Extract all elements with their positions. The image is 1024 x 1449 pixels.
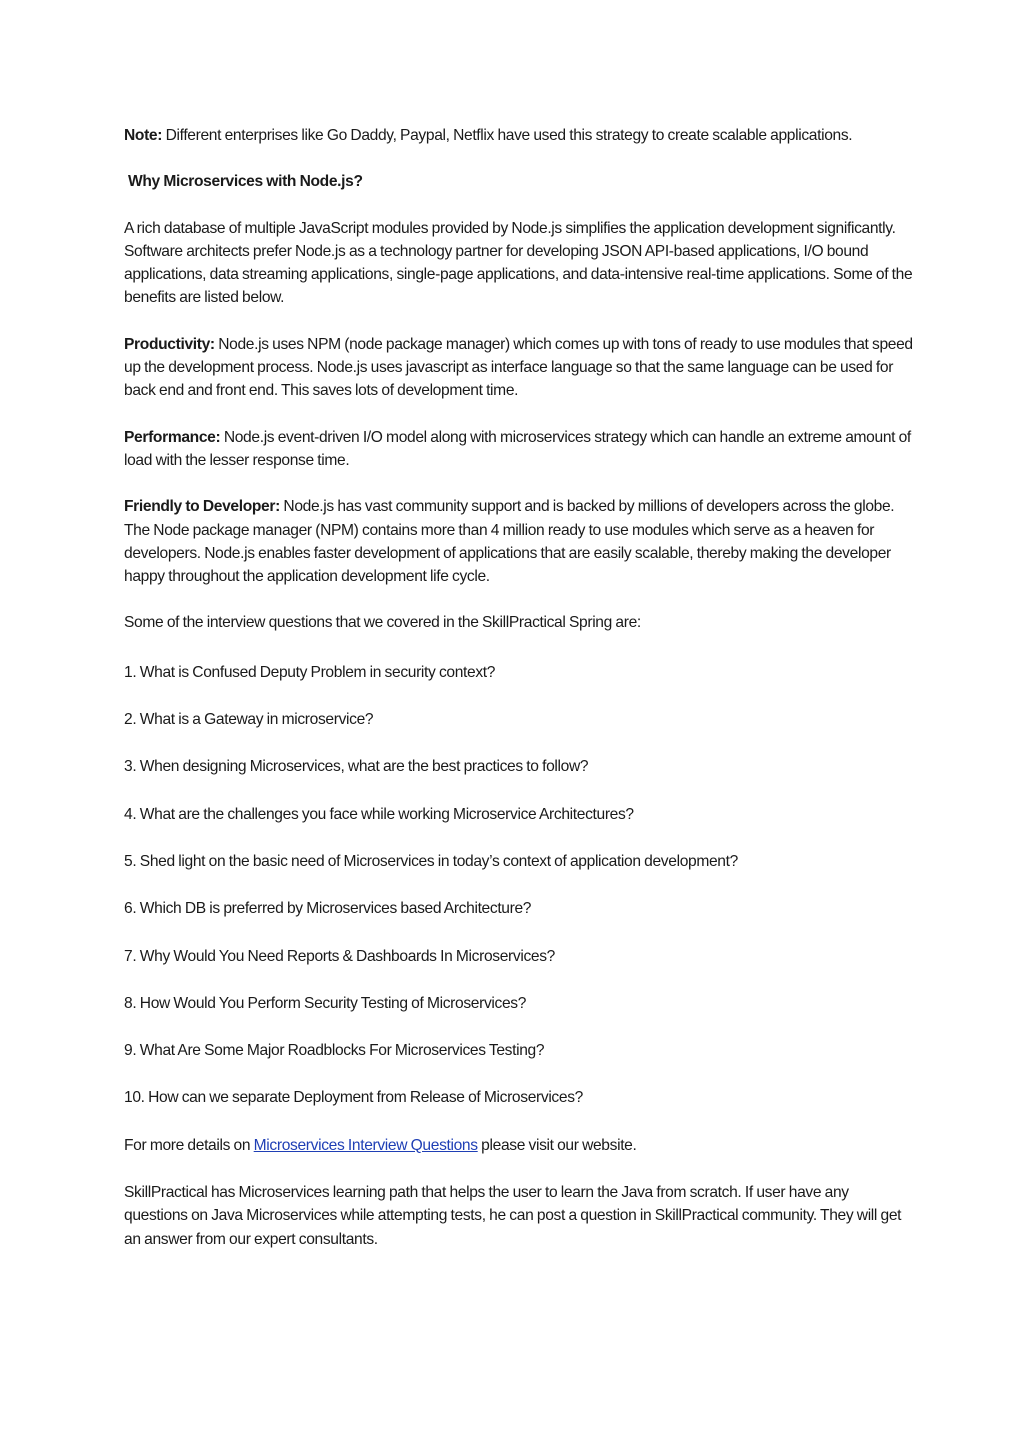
more-prefix: For more details on <box>124 1136 254 1154</box>
benefit-text: Node.js uses NPM (node package manager) which comes up with tons of ready to use modules that speed up the development process. Node.js uses javascript as interface language so that the same language can be used for back end and front end. This saves lots of development time. <box>124 335 913 400</box>
benefit-text: Node.js has vast community support and is backed by millions of developers across the globe. The Node package manager (NPM) contains more than 4 million ready to use modules which serve as a heaven for developers. Node.js enables faster development of applications that are easily scalable, thereby making the developer happy throughout the application development life cycle. <box>124 498 895 586</box>
question-item: 3. When designing Microservices, what are the best practices to follow? <box>124 758 589 776</box>
question-item: 10. How can we separate Deployment from Release of Microservices? <box>124 1089 583 1107</box>
benefit-label: Friendly to Developer: <box>124 498 280 516</box>
question-item: 7. Why Would You Need Reports & Dashboards In Microservices? <box>124 947 555 965</box>
benefit-performance <box>124 426 914 473</box>
intro-paragraph: A rich database of multiple JavaScript modules provided by Node.js simplifies the application development significantly. Software architects prefer Node.js as a technology partner for developing JSON API-based applications, I/O bound applications, data streaming applications, single-page applications, and data-intensive real-time applications. Some of the benefits are listed below. <box>124 219 913 307</box>
questions-intro: Some of the interview questions that we covered in the SkillPractical Spring are: <box>124 614 641 632</box>
question-list <box>124 661 914 1110</box>
closing-paragraph: SkillPractical has Microservices learning path that helps the user to learn the Java from scratch. If user have any questions on Java Microservices while attempting tests, he can post a question in SkillPractical community. They will get an answer from our expert consultants. <box>124 1184 902 1248</box>
note-label: Note: <box>124 127 163 144</box>
question-item: 8. How Would You Perform Security Testing of Microservices? <box>124 994 527 1012</box>
question-item: 6. Which DB is preferred by Microservices based Architecture? <box>124 900 532 918</box>
benefit-label: Performance: <box>124 428 221 446</box>
benefit-label: Productivity: <box>124 335 215 353</box>
question-item: 5. Shed light on the basic need of Microservices in today’s context of application development? <box>124 852 738 870</box>
document-page <box>124 124 914 1251</box>
question-item: 4. What are the challenges you face while working Microservice Architectures? <box>124 805 634 823</box>
note-text: Different enterprises like Go Daddy, Paypal, Netflix have used this strategy to create scalable applications. <box>162 127 853 144</box>
microservices-interview-questions-link[interactable]: Microservices Interview Questions <box>253 1136 478 1154</box>
more-suffix: please visit our website. <box>477 1136 637 1154</box>
benefit-productivity <box>124 333 914 403</box>
note-paragraph <box>124 124 914 147</box>
more-details-paragraph <box>124 1134 914 1157</box>
question-item: 1. What is Confused Deputy Problem in security context? <box>124 663 496 681</box>
question-item: 9. What Are Some Major Roadblocks For Microservices Testing? <box>124 1042 545 1060</box>
benefit-friendly-to-developer <box>124 495 914 588</box>
benefit-text: Node.js event-driven I/O model along with microservices strategy which can handle an extreme amount of load with the lesser response time. <box>124 428 911 469</box>
question-item: 2. What is a Gateway in microservice? <box>124 711 374 729</box>
section-heading: Why Microservices with Node.js? <box>128 173 363 191</box>
